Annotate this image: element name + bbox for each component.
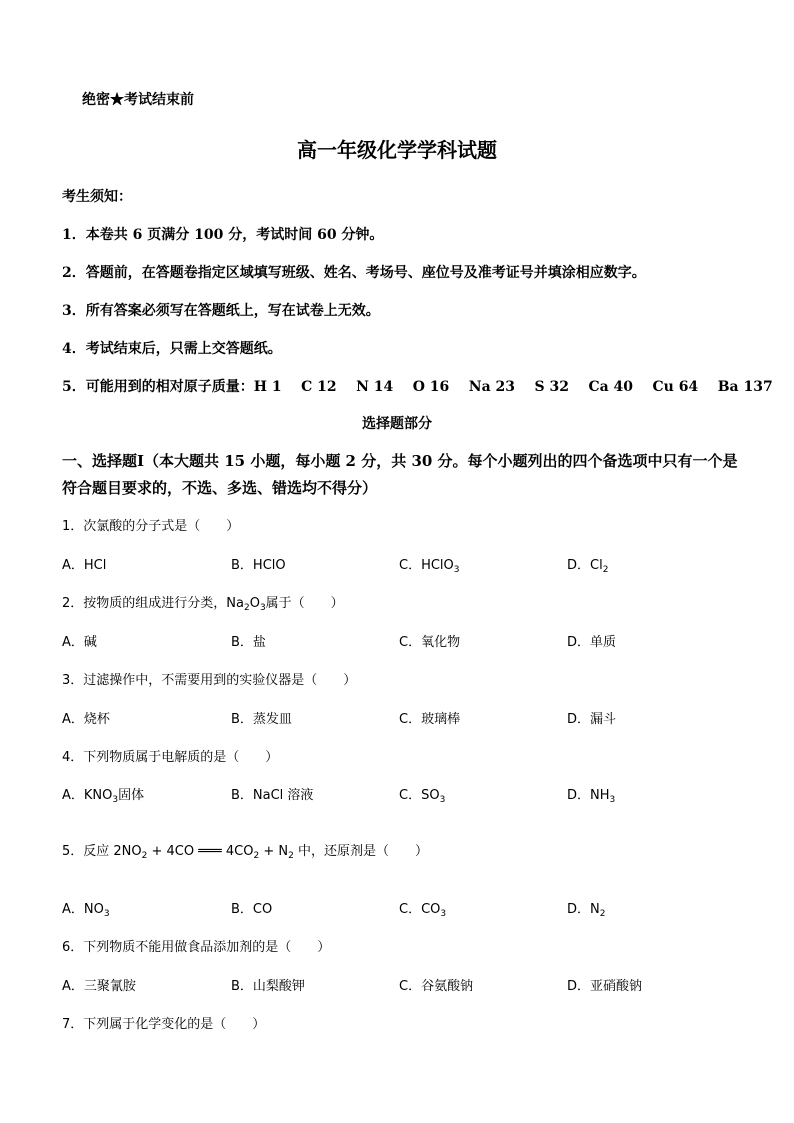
- question-stem: 7．下列属于化学变化的是（ ）: [62, 1017, 266, 1032]
- section-title: 选择题部分: [362, 416, 432, 432]
- option-c: C．玻璃棒: [399, 712, 461, 727]
- notice-item: 2．答题前，在答题卷指定区域填写班级、姓名、考场号、座位号及准考证号并填涂相应数字。: [62, 265, 646, 281]
- option-b: B．山梨酸钾: [231, 979, 305, 994]
- exam-title: 高一年级化学学科试题: [297, 138, 497, 162]
- option-d: D．亚硝酸钠: [567, 979, 643, 994]
- question-stem: 3．过滤操作中，不需要用到的实验仪器是（ ）: [62, 673, 357, 688]
- option-d: D．漏斗: [567, 712, 617, 727]
- question-stem: 1．次氯酸的分子式是（ ）: [62, 519, 240, 534]
- option-d: D．$NH_3$: [567, 788, 616, 805]
- option-b: B．盐: [231, 635, 266, 650]
- option-a: A．HCl: [62, 558, 107, 573]
- option-d: D．单质: [567, 635, 617, 650]
- question-stem: 6．下列物质不能用做食品添加剂的是（ ）: [62, 940, 331, 955]
- option-c: C．$CO_3$: [399, 902, 447, 919]
- option-c: C．氧化物: [399, 635, 461, 650]
- part-heading: 一、选择题Ⅰ（本大题共 15 小题，每小题 2 分，共 30 分。每个小题列出的四个备选项中只有一个是符合题目要求的，不选、多选、错选均不得分）: [62, 452, 738, 497]
- option-a: A．碱: [62, 635, 97, 650]
- question-stem: 2．按物质的组成进行分类，$Na_2O_3$属于（ ）: [62, 596, 344, 613]
- option-b: B．蒸发皿: [231, 712, 292, 727]
- option-b: B．NaCl 溶液: [231, 788, 314, 803]
- option-d: D．$Cl_2$: [567, 558, 609, 575]
- option-a: A．三聚氰胺: [62, 979, 136, 994]
- option-a: A．$NO_3$: [62, 902, 110, 919]
- option-d: D．$N_2$: [567, 902, 606, 919]
- option-a: A．$KNO_3$固体: [62, 788, 145, 805]
- notice-item: 3．所有答案必须写在答题纸上，写在试卷上无效。: [62, 303, 380, 319]
- confidential-label: 绝密★考试结束前: [82, 92, 194, 108]
- notice-item: 1．本卷共 6 页满分 100 分，考试时间 60 分钟。: [62, 227, 384, 243]
- option-c: C．HClO$_3$: [399, 558, 460, 575]
- option-b: B．CO: [231, 902, 273, 917]
- option-c: C．谷氨酸钠: [399, 979, 474, 994]
- question-stem: 4．下列物质属于电解质的是（ ）: [62, 750, 279, 765]
- option-b: B．HClO: [231, 558, 286, 573]
- notice-item: 4．考试结束后，只需上交答题纸。: [62, 341, 282, 357]
- option-a: A．烧杯: [62, 712, 110, 727]
- question-stem: 5．反应 $2NO_2 + 4CO$ ═══ $4CO_2 + N_2$ 中，还原剂是（ ）: [62, 844, 428, 861]
- option-c: C．$SO_3$: [399, 788, 446, 805]
- notice-heading: 考生须知：: [62, 189, 132, 205]
- notice-item: 5．可能用到的相对原子质量：H 1 C 12 N 14 O 16 Na 23 S 32 Ca 40 Cu 64 Ba 137: [62, 379, 773, 395]
